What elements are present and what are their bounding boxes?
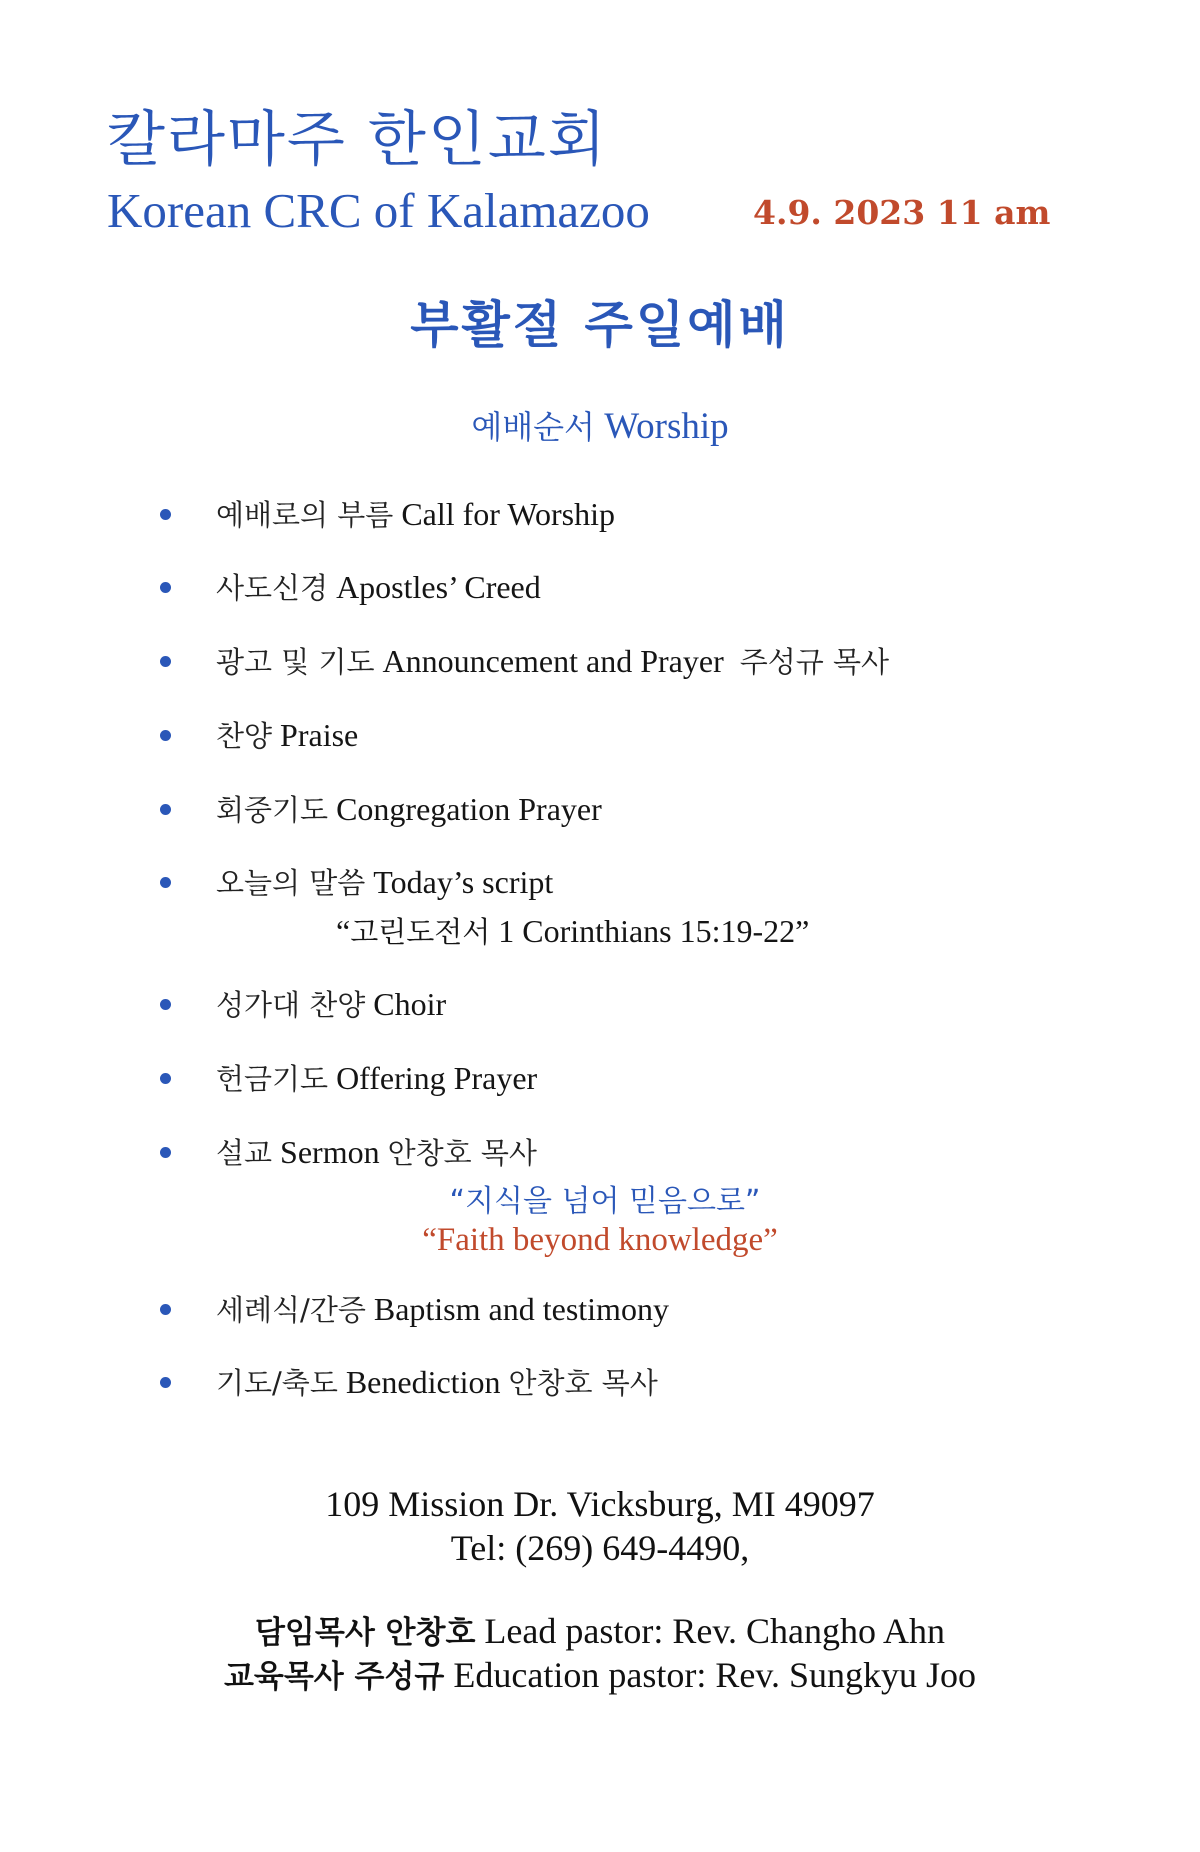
order-heading <box>0 402 1200 448</box>
item-leader: 주성규 목사 <box>739 645 890 679</box>
church-name-korean: 칼라마주 한인교회 <box>107 105 608 175</box>
church-telephone: Tel: (269) 649-4490, <box>450 1528 750 1568</box>
scripture-english: 1 Corinthians 15:19-22 <box>498 913 796 949</box>
item-english: Offering Prayer <box>336 1060 538 1096</box>
item-korean: 세례식/간증 <box>216 1293 366 1327</box>
sermon-title-english: “Faith beyond knowledge” <box>422 1222 778 1258</box>
item-korean: 예배로의 부름 <box>216 498 394 532</box>
item-english: Congregation Prayer <box>336 791 602 827</box>
bullet-icon <box>160 656 171 667</box>
bullet-icon <box>160 1304 171 1315</box>
lead-pastor-english: Lead pastor: Rev. Changho Ahn <box>484 1611 945 1651</box>
item-english: Baptism and testimony <box>373 1291 669 1327</box>
item-korean: 오늘의 말씀 <box>216 866 366 900</box>
bullet-icon <box>160 1377 171 1388</box>
church-address: 109 Mission Dr. Vicksburg, MI 49097 <box>325 1484 875 1524</box>
scripture-open-quote: “ <box>336 913 351 949</box>
bullet-icon <box>160 1147 171 1158</box>
item-english: Announcement and Prayer <box>382 643 724 679</box>
education-pastor <box>0 1651 1200 1696</box>
item-korean: 찬양 <box>216 719 273 753</box>
scripture-korean: 고린도전서 <box>350 915 491 949</box>
item-english: Sermon <box>280 1134 380 1170</box>
item-english: Choir <box>373 986 447 1022</box>
item-korean: 헌금기도 <box>216 1062 329 1096</box>
lead-pastor-korean: 담임목사 안창호 <box>254 1615 476 1651</box>
order-heading-english: Worship <box>604 406 729 447</box>
item-korean: 사도신경 <box>216 571 329 605</box>
bullet-icon <box>160 877 171 888</box>
item-korean: 설교 <box>216 1136 273 1170</box>
item-english: Praise <box>280 717 359 753</box>
sermon-title-korean: “지식을 넘어 믿음으로” <box>449 1184 761 1219</box>
item-korean: 성가대 찬양 <box>216 988 366 1022</box>
lead-pastor <box>0 1607 1200 1652</box>
bullet-icon <box>160 999 171 1010</box>
bullet-icon <box>160 582 171 593</box>
service-title: 부활절 주일예배 <box>410 296 790 354</box>
scripture-close-quote: ” <box>795 913 810 949</box>
item-leader: 안창호 목사 <box>508 1366 658 1400</box>
item-english: Apostles’ Creed <box>336 569 541 605</box>
item-korean: 회중기도 <box>216 793 329 827</box>
item-korean: 광고 및 기도 <box>216 645 375 679</box>
item-korean: 기도/축도 <box>216 1366 338 1400</box>
education-pastor-english: Education pastor: Rev. Sungkyu Joo <box>453 1655 977 1695</box>
service-date-time: 4.9. 2023 11 am <box>753 193 1051 232</box>
item-english: Call for Worship <box>401 496 616 532</box>
bullet-icon <box>160 509 171 520</box>
bullet-icon <box>160 1073 171 1084</box>
item-leader: 안창호 목사 <box>387 1136 537 1170</box>
item-english: Today’s script <box>373 864 554 900</box>
item-english: Benediction <box>345 1364 501 1400</box>
bullet-icon <box>160 730 171 741</box>
order-heading-korean: 예배순서 <box>471 408 595 446</box>
church-name-english: Korean CRC of Kalamazoo <box>107 183 650 238</box>
bullet-icon <box>160 804 171 815</box>
education-pastor-korean: 교육목사 주성규 <box>223 1659 445 1695</box>
scripture-reference <box>336 910 809 951</box>
